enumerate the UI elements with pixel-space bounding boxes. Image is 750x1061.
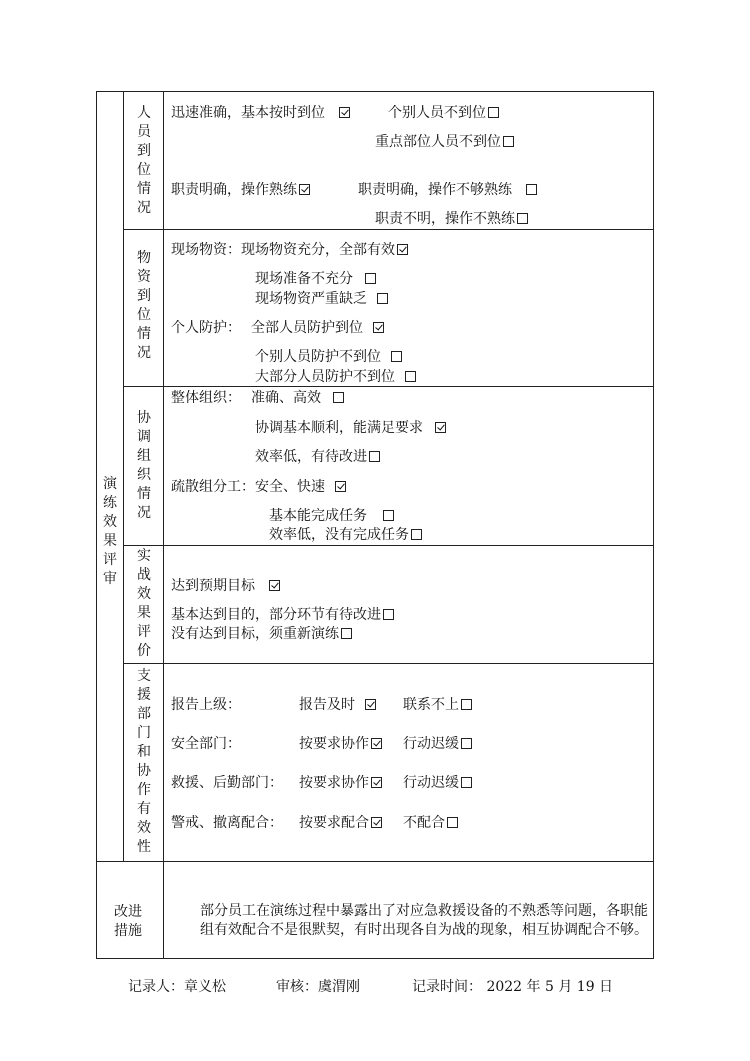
option-row: 个人防护： 全部人员防护到位 (171, 319, 384, 337)
checkbox[interactable] (435, 422, 446, 433)
main-label: 演 练 效 果 评 审 (103, 476, 117, 587)
option-row: 基本达到目的，部分环节有待改进 (171, 606, 394, 624)
divider-row-4 (123, 663, 654, 664)
checkbox[interactable] (503, 136, 514, 147)
reviewer: 审核：虞渭刚 (276, 979, 360, 995)
improvement-text: 部分员工在演练过程中暴露出了对应急救援设备的不熟悉等问题，各职能组有效配合不是很默契，有时出现各自为战的现象，相互协调配合不够。 (200, 903, 648, 938)
record-time: 记录时间： 2022 年 5 月 19 日 (412, 979, 614, 995)
option-row: 按要求协作 (299, 774, 382, 792)
checkbox[interactable] (365, 273, 376, 284)
option-row: 效率低，没有完成任务 (269, 526, 422, 544)
checkbox[interactable] (447, 817, 458, 828)
checkbox[interactable] (411, 529, 422, 540)
checkbox[interactable] (339, 107, 350, 118)
divider-row-2 (123, 386, 654, 387)
checkbox[interactable] (391, 351, 402, 362)
checkbox[interactable] (371, 738, 382, 749)
option-row: 现场准备不充分 (255, 270, 376, 288)
recorder: 记录人：章义松 (128, 979, 226, 995)
checkbox[interactable] (335, 481, 346, 492)
option-row: 现场物资严重缺乏 (255, 290, 388, 308)
divider-row-5 (96, 861, 654, 862)
option-row: 行动迟缓 (403, 774, 472, 792)
option-row: 按要求协作 (299, 735, 382, 753)
checkbox[interactable] (299, 184, 310, 195)
checkbox[interactable] (369, 451, 380, 462)
checkbox[interactable] (341, 628, 352, 639)
checkbox[interactable] (461, 777, 472, 788)
checkbox[interactable] (333, 392, 344, 403)
label-materials: 物 资 到 位 情 况 (137, 250, 151, 361)
support-row: 报告上级： (171, 697, 241, 713)
option-row: 按要求配合 (299, 814, 382, 832)
label-personnel: 人 员 到 位 情 况 (137, 105, 151, 216)
checkbox[interactable] (517, 213, 528, 224)
checkbox[interactable] (461, 699, 472, 710)
option-row: 职责明确，操作熟练 (171, 181, 310, 199)
support-row: 警戒、撤离配合： (171, 815, 283, 831)
option-row: 个别人员防护不到位 (255, 348, 402, 366)
option-row: 报告及时 (299, 696, 376, 714)
option-row: 职责明确，操作不够熟练 (358, 181, 537, 199)
checkbox[interactable] (383, 609, 394, 620)
option-row: 重点部位人员不到位 (375, 133, 514, 151)
divider-col-2 (163, 91, 164, 959)
checkbox[interactable] (488, 107, 499, 118)
option-row: 整体组织： 准确、高效 (171, 389, 344, 407)
option-row: 不配合 (403, 814, 458, 832)
checkbox[interactable] (365, 699, 376, 710)
option-row: 基本能完成任务 (269, 507, 394, 525)
divider-row-3 (123, 545, 654, 546)
checkbox[interactable] (397, 244, 408, 255)
option-row: 迅速准确，基本按时到位 (171, 104, 350, 122)
checkbox[interactable] (377, 293, 388, 304)
option-row: 行动迟缓 (403, 735, 472, 753)
option-row: 协调基本顺利，能满足要求 (255, 419, 446, 437)
option-row: 现场物资：现场物资充分，全部有效 (171, 241, 408, 259)
option-row: 联系不上 (403, 696, 472, 714)
checkbox[interactable] (526, 184, 537, 195)
label-coordination: 协 调 组 织 情 况 (137, 410, 151, 521)
option-row: 达到预期目标 (171, 577, 280, 595)
checkbox[interactable] (371, 777, 382, 788)
divider-col-1 (123, 91, 124, 861)
option-row: 没有达到目标，须重新演练 (171, 625, 352, 643)
improvement-label-1: 改进 (114, 904, 142, 920)
option-row: 职责不明，操作不熟练 (375, 210, 528, 228)
divider-row-1 (123, 229, 654, 230)
option-row: 个别人员不到位 (388, 104, 499, 122)
support-row: 救援、后勤部门： (171, 775, 283, 791)
checkbox[interactable] (269, 580, 280, 591)
support-row: 安全部门： (171, 736, 241, 752)
option-row: 大部分人员防护不到位 (255, 368, 416, 386)
option-row: 效率低，有待改进 (255, 448, 380, 466)
checkbox[interactable] (371, 817, 382, 828)
checkbox[interactable] (461, 738, 472, 749)
option-row: 疏散组分工：安全、快速 (171, 478, 346, 496)
checkbox[interactable] (373, 322, 384, 333)
label-support: 支 援 部 门 和 协 作 有 效 性 (137, 668, 151, 855)
checkbox[interactable] (383, 510, 394, 521)
label-combat: 实 战 效 果 评 价 (137, 548, 151, 659)
improvement-label-2: 措施 (114, 923, 142, 939)
checkbox[interactable] (405, 371, 416, 382)
